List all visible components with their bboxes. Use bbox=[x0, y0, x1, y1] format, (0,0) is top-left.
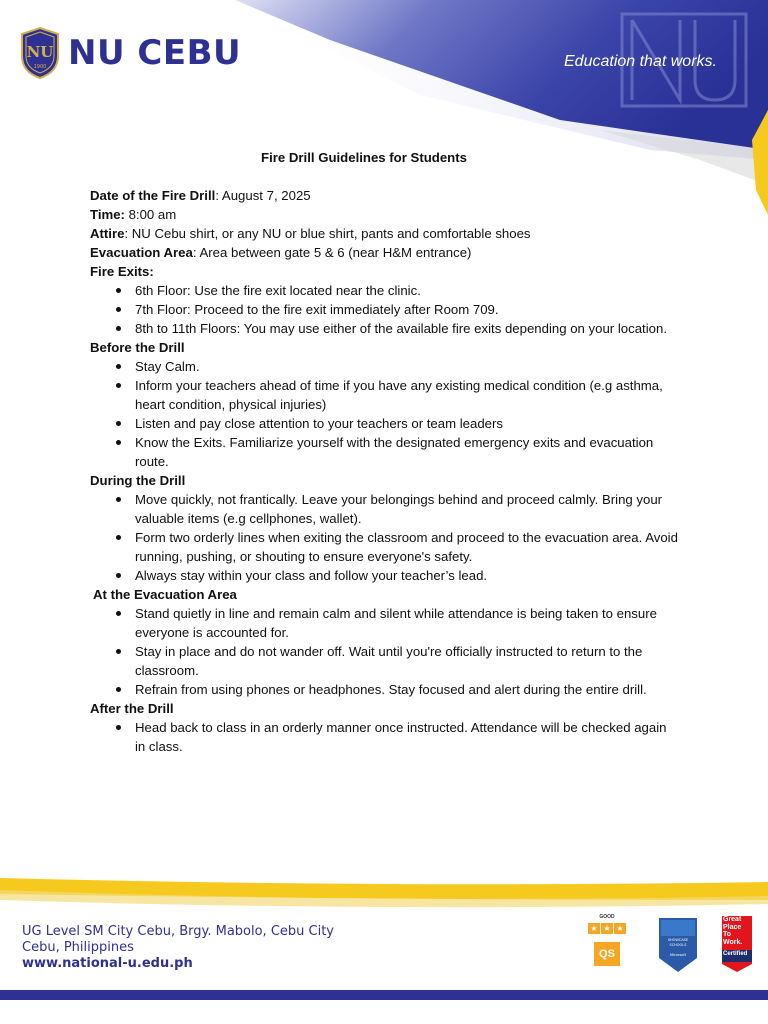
list-item: Listen and pay close attention to your teachers or team leaders bbox=[135, 414, 680, 433]
section-list bbox=[90, 490, 690, 585]
svg-text:1900: 1900 bbox=[33, 64, 47, 70]
nu-cebu-logo[interactable] bbox=[18, 26, 241, 80]
gptw-line: Work. bbox=[723, 938, 743, 946]
list-item: Refrain from using phones or headphones. Stay focused and alert during the entire drill. bbox=[135, 680, 680, 699]
great-place-to-work-badge bbox=[720, 914, 754, 974]
gptw-line: Great bbox=[723, 916, 742, 923]
detail-value: : August 7, 2025 bbox=[215, 188, 311, 203]
list-item: Know the Exits. Familiarize yourself with the designated emergency exits and evacuation route. bbox=[135, 433, 680, 471]
document-body bbox=[90, 148, 690, 756]
detail-label: Attire bbox=[90, 226, 125, 241]
gptw-line: Place bbox=[723, 923, 742, 931]
detail-label: Evacuation Area bbox=[90, 245, 193, 260]
qs-logo-icon: QS bbox=[594, 942, 620, 966]
gptw-line: Certified bbox=[723, 951, 748, 957]
list-item: Stay Calm. bbox=[135, 357, 680, 376]
detail-field bbox=[90, 224, 690, 243]
svg-text:Microsoft: Microsoft bbox=[670, 953, 686, 957]
address-line-1: UG Level SM City Cebu, Brgy. Mabolo, Cebu City bbox=[22, 924, 334, 939]
gptw-label bbox=[723, 916, 747, 959]
footer-address bbox=[22, 924, 334, 972]
microsoft-showcase-school-badge bbox=[655, 914, 701, 974]
detail-field bbox=[90, 205, 690, 224]
section-heading: After the Drill bbox=[90, 701, 174, 716]
section-heading: Before the Drill bbox=[90, 340, 185, 355]
detail-value: : Area between gate 5 & 6 (near H&M entrance) bbox=[192, 245, 472, 260]
qs-stars-badge bbox=[585, 914, 629, 980]
list-item: 6th Floor: Use the fire exit located near the clinic. bbox=[135, 281, 680, 300]
section-heading: At the Evacuation Area bbox=[93, 587, 237, 602]
detail-value: : NU Cebu shirt, or any NU or blue shirt, pants and comfortable shoes bbox=[124, 226, 531, 241]
list-item: Stand quietly in line and remain calm and silent while attendance is being taken to ensure everyone is accounted for. bbox=[135, 604, 680, 642]
detail-label: Date of the Fire Drill bbox=[90, 188, 216, 203]
section-heading: During the Drill bbox=[90, 473, 186, 488]
svg-text:SCHOOLS: SCHOOLS bbox=[669, 943, 687, 947]
list-item: Head back to class in an orderly manner once instructed. Attendance will be checked again in class. bbox=[135, 718, 680, 756]
detail-label: Time: bbox=[90, 207, 125, 222]
website-link[interactable]: www.national-u.edu.ph bbox=[22, 956, 193, 971]
gptw-line: To bbox=[723, 931, 732, 938]
section-list bbox=[90, 604, 690, 699]
list-item: Form two orderly lines when exiting the classroom and proceed to the evacuation area. Avoid running, pushing, or shouting to ensure everyone's safety. bbox=[135, 528, 680, 566]
drill-details bbox=[90, 186, 690, 262]
list-item: 8th to 11th Floors: You may use either of the available fire exits depending on your location. bbox=[135, 319, 680, 338]
qs-stars-icon: ★ ★ ★ bbox=[585, 923, 629, 934]
address-line-2: Cebu, Philippines bbox=[22, 940, 134, 955]
tagline: Education that works. bbox=[564, 53, 717, 70]
guideline-sections bbox=[90, 262, 690, 756]
svg-text:NU: NU bbox=[26, 43, 54, 61]
list-item: 7th Floor: Proceed to the fire exit immediately after Room 709. bbox=[135, 300, 680, 319]
qs-rating-label: GOOD bbox=[599, 914, 615, 920]
detail-value: 8:00 am bbox=[124, 207, 177, 222]
list-item: Always stay within your class and follow your teacher’s lead. bbox=[135, 566, 680, 585]
nu-crest-icon bbox=[18, 26, 62, 80]
svg-text:SHOWCASE: SHOWCASE bbox=[667, 938, 689, 942]
section-list bbox=[90, 357, 690, 471]
section-list bbox=[90, 281, 690, 338]
page-footer bbox=[0, 860, 768, 1024]
list-item: Move quickly, not frantically. Leave your belongings behind and proceed calmly. Bring your valuable items (e.g cellphones, wallet). bbox=[135, 490, 680, 528]
detail-field bbox=[90, 186, 690, 205]
list-item: Inform your teachers ahead of time if you have any existing medical condition (e.g asthma, heart condition, physical injuries) bbox=[135, 376, 680, 414]
list-item: Stay in place and do not wander off. Wait until you're officially instructed to return to the classroom. bbox=[135, 642, 680, 680]
section-heading: Fire Exits: bbox=[90, 264, 154, 279]
section-list bbox=[90, 718, 690, 756]
detail-field bbox=[90, 243, 690, 262]
brand-name: NU CEBU bbox=[68, 33, 242, 73]
document-title: Fire Drill Guidelines for Students bbox=[261, 150, 467, 165]
